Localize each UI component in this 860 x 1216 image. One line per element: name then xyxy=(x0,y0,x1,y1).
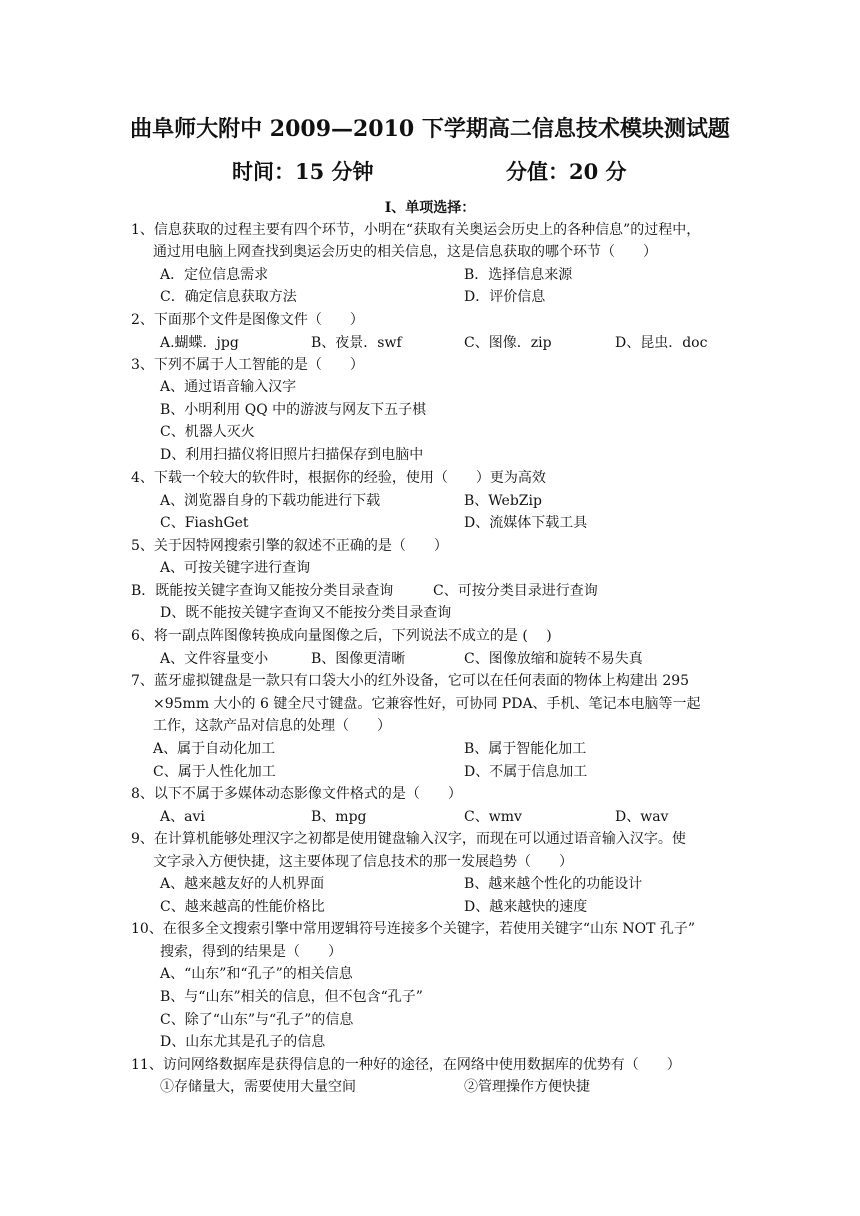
question-8-option-d: D、wav xyxy=(615,809,669,825)
question-9-option-b: B、越来越个性化的功能设计 xyxy=(464,876,643,892)
question-1-option-b: B．选择信息来源 xyxy=(464,267,573,283)
question-9-option-d: D、越来越快的速度 xyxy=(464,899,588,915)
question-5-option-b: B．既能按关键字查询又能按分类目录查询 xyxy=(131,583,394,599)
question-1-option-d: D．评价信息 xyxy=(464,289,546,305)
question-1-option-a: A．定位信息需求 xyxy=(160,267,269,283)
question-6-option-c: C、图像放缩和旋转不易失真 xyxy=(464,651,643,667)
question-8-option-a: A、avi xyxy=(160,809,205,825)
question-4-option-c: C、FiashGet xyxy=(160,515,249,531)
question-10-stem-line-2: 搜索，得到的结果是（ ） xyxy=(160,944,342,960)
question-7-option-b: B、属于智能化加工 xyxy=(464,741,587,757)
question-5-stem: 5、关于因特网搜索引擎的叙述不正确的是（ ） xyxy=(131,538,448,554)
question-9-stem-line-1: 9、在计算机能够处理汉字之初都是使用键盘输入汉字，而现在可以通过语音输入汉字。使 xyxy=(131,831,686,847)
question-5-option-a: A、可按关键字进行查询 xyxy=(160,560,311,576)
question-3-option-a: A、通过语音输入汉字 xyxy=(160,379,297,395)
question-7-option-c: C、属于人性化加工 xyxy=(153,764,276,780)
question-1-stem-line-2: 通过用电脑上网查找到奥运会历史的相关信息，这是信息获取的哪个环节（ ） xyxy=(153,244,657,260)
question-7-stem-line-3: 工作，这款产品对信息的处理（ ） xyxy=(153,718,391,734)
exam-score: 分值：20 分 xyxy=(506,159,627,184)
question-7-stem-line-1: 7、蓝牙虚拟键盘是一款只有口袋大小的红外设备，它可以在任何表面的物体上构建出 295 xyxy=(131,673,690,689)
question-11-option-1: ①存储量大，需要使用大量空间 xyxy=(160,1079,356,1095)
question-10-option-c: C、除了“山东”与“孔子”的信息 xyxy=(160,1012,354,1028)
question-6-option-a: A、文件容量变小 xyxy=(160,651,269,667)
question-3-option-c: C、机器人灭火 xyxy=(160,424,255,440)
question-10-option-b: B、与“山东”相关的信息，但不包含“孔子” xyxy=(160,989,423,1005)
question-11-option-2: ②管理操作方便快捷 xyxy=(464,1079,590,1095)
question-7-option-a: A、属于自动化加工 xyxy=(153,741,276,757)
question-9-stem-line-2: 文字录入方便快捷，这主要体现了信息技术的那一发展趋势（ ） xyxy=(153,854,573,870)
question-8-option-b: B、mpg xyxy=(311,809,367,825)
section-heading: I、单项选择： xyxy=(384,200,476,216)
question-5-option-c: C、可按分类目录进行查询 xyxy=(433,583,598,599)
question-4-option-a: A、浏览器自身的下载功能进行下载 xyxy=(160,493,381,509)
question-3-option-b: B、小明利用 QQ 中的游波与网友下五子棋 xyxy=(160,402,427,418)
question-1-option-c: C．确定信息获取方法 xyxy=(160,289,297,305)
exam-time: 时间：15 分钟 xyxy=(232,159,374,184)
question-3-option-d: D、利用扫描仪将旧照片扫描保存到电脑中 xyxy=(160,447,424,463)
question-2-option-d: D、昆虫．doc xyxy=(615,335,708,351)
question-6-stem: 6、将一副点阵图像转换成向量图像之后，下列说法不成立的是 ( ) xyxy=(131,628,552,644)
question-8-option-c: C、wmv xyxy=(464,809,522,825)
question-10-option-a: A、“山东”和“孔子”的相关信息 xyxy=(160,966,353,982)
question-4-option-b: B、WebZip xyxy=(464,493,542,509)
question-3-stem: 3、下列不属于人工智能的是（ ） xyxy=(131,357,364,373)
question-5-option-d: D、既不能按关键字查询又不能按分类目录查询 xyxy=(160,605,452,621)
question-8-stem: 8、以下不属于多媒体动态影像文件格式的是（ ） xyxy=(131,786,462,802)
question-10-option-d: D、山东尤其是孔子的信息 xyxy=(160,1034,326,1050)
question-2-option-c: C、图像．zip xyxy=(464,335,552,351)
exam-title: 曲阜师大附中 2009—2010 下学期高二信息技术模块测试题 xyxy=(130,116,730,142)
question-7-stem-line-2: ×95mm 大小的 6 键全尺寸键盘。它兼容性好，可协同 PDA、手机、笔记本电脑等一起 xyxy=(153,696,701,712)
question-2-option-a: A.蝴蝶．jpg xyxy=(160,335,239,351)
question-11-stem: 11、访问网络数据库是获得信息的一种好的途径，在网络中使用数据库的优势有（ ） xyxy=(131,1057,681,1073)
question-2-stem: 2、下面那个文件是图像文件（ ） xyxy=(131,312,364,328)
question-4-stem: 4、下载一个较大的软件时，根据你的经验，使用（ ）更为高效 xyxy=(131,470,546,486)
question-1-stem-line-1: 1、信息获取的过程主要有四个环节，小明在“获取有关奥运会历史上的各种信息”的过程中， xyxy=(131,222,701,238)
question-6-option-b: B、图像更清晰 xyxy=(311,651,406,667)
question-2-option-b: B、夜景．swf xyxy=(311,335,402,351)
question-7-option-d: D、不属于信息加工 xyxy=(464,764,588,780)
question-10-stem-line-1: 10、在很多全文搜索引擎中常用逻辑符号连接多个关键字，若使用关键字“山东 NOT 孔子” xyxy=(131,921,696,937)
question-9-option-c: C、越来越高的性能价格比 xyxy=(160,899,325,915)
question-4-option-d: D、流媒体下载工具 xyxy=(464,515,588,531)
question-9-option-a: A、越来越友好的人机界面 xyxy=(160,876,325,892)
